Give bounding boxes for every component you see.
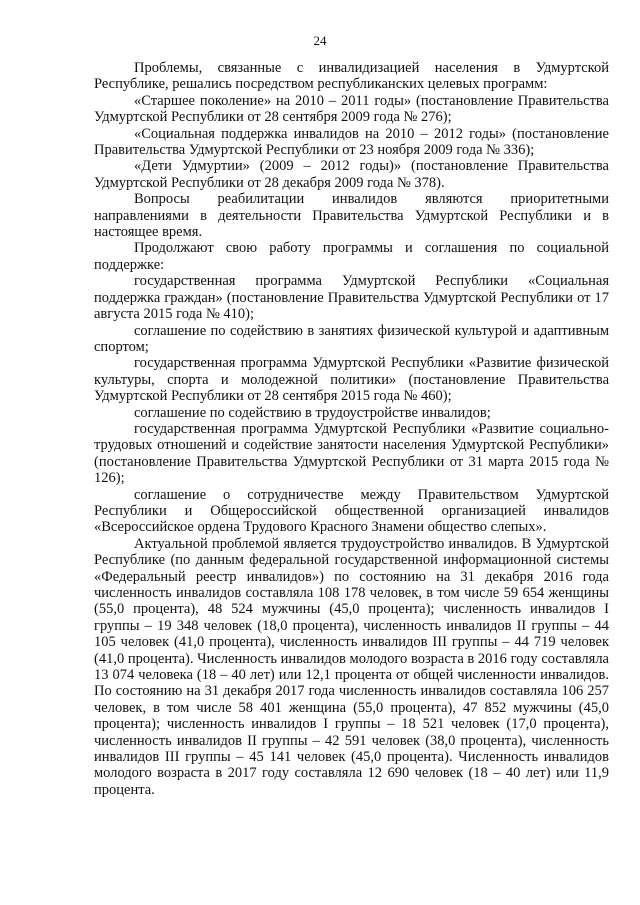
paragraph: «Старшее поколение» на 2010 – 2011 годы» (постановление Правительства Удмуртской Республики от 28 сентября 2009 года № 276);	[94, 92, 609, 126]
paragraph: Актуальной проблемой является трудоустройство инвалидов. В Удмуртской Республике (по данным федеральной государственной информационной системы «Федеральный реестр инвалидов») по состоянию на 31 декабря 2016 года численность инвалидов составляла 108 178 человек, в том числе 59 654 женщины (55,0 процента), 48 524 мужчины (45,0 процента); численность инвалидов I группы – 19 348 человек (18,0 процента), численность инвалидов II группы – 44 105 человек (41,0 процента), численность инвалидов III группы – 44 719 человек (41,0 процента). Численность инвалидов молодого возраста в 2016 году составляла 13 074 человека (18 – 40 лет) или 12,1 процента от общей численности инвалидов. По состоянию на 31 декабря 2017 года численность инвалидов составляла 106 257 человек, в том числе 58 401 женщина (55,0 процента), 47 852 мужчины (45,0 процента); численность инвалидов I группы – 18 521 человек (17,0 процента), численность инвалидов II группы – 42 591 человек (38,0 процента), численность инвалидов III группы – 45 141 человек (45,0 процента). Численность инвалидов молодого возраста в 2017 году составляла 12 690 человек (18 – 40 лет) или 11,9 процента.	[94, 535, 609, 798]
paragraph: Проблемы, связанные с инвалидизацией населения в Удмуртской Республике, решались посредством республиканских целевых программ:	[94, 60, 609, 93]
paragraph: государственная программа Удмуртской Республики «Социальная поддержка граждан» (постановление Правительства Удмуртской Республики от 17 августа 2015 года № 410);	[94, 273, 609, 323]
paragraph: «Дети Удмуртии» (2009 – 2012 годы)» (постановление Правительства Удмуртской Республики от 28 декабря 2009 года № 378).	[94, 158, 609, 191]
paragraph: государственная программа Удмуртской Республики «Развитие физической культуры, спорта и молодежной политики» (постановление Правительства Удмуртской Республики от 28 сентября 2015 года № 460);	[94, 355, 609, 405]
paragraph: соглашение о сотрудничестве между Правительством Удмуртской Республики и Общероссийской общественной организацией инвалидов «Всероссийское ордена Трудового Красного Знамени общество слепых».	[94, 486, 609, 536]
paragraph: Продолжают свою работу программы и соглашения по социальной поддержке:	[94, 240, 609, 273]
paragraph: соглашение по содействию в трудоустройстве инвалидов;	[134, 404, 491, 421]
paragraph: Вопросы реабилитации инвалидов являются приоритетными направлениями в деятельности Правительства Удмуртской Республики и в настоящее время.	[94, 191, 609, 241]
page-number: 24	[313, 33, 327, 48]
document-body	[94, 60, 609, 798]
paragraph: соглашение по содействию в занятиях физической культурой и адаптивным спортом;	[94, 322, 609, 355]
paragraph: государственная программа Удмуртской Республики «Развитие социально-трудовых отношений и содействие занятости населения Удмуртской Республики» (постановление Правительства Удмуртской Республики от 31 марта 2015 года № 126);	[94, 420, 609, 487]
paragraph: «Социальная поддержка инвалидов на 2010 – 2012 годы» (постановление Правительства Удмуртской Республики от 23 ноября 2009 года № 336);	[94, 125, 609, 159]
